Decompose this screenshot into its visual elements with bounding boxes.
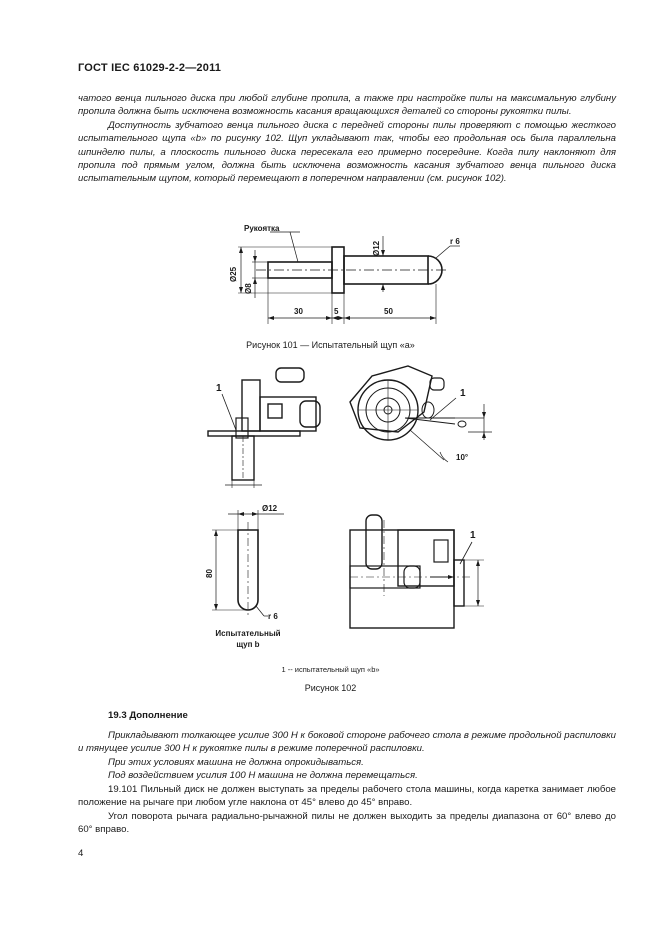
figure-101-drawing (238, 232, 460, 324)
paragraph-19-101: 19.101 Пильный диск не должен выступать за пределы рабочего стола машины, когда каретка занимает любое положение на рычаге при любом угле наклона от 45° влево до 45° вправо. (78, 784, 616, 809)
fig101-dim-d25: Ø25 (229, 266, 238, 282)
fig102-callout-1-side: 1 (216, 383, 222, 394)
fig101-dim-d8: Ø8 (244, 283, 253, 294)
paragraph-no-tipping: При этих условиях машина не должна опрокидываться. (108, 756, 364, 768)
fig102-callout-1-front: 1 (460, 388, 466, 399)
figure-102-caption: Рисунок 102 (304, 683, 357, 693)
fig102-dim-r6: r 6 (268, 612, 278, 621)
figure-102-probe-b (212, 510, 284, 616)
document-header: ГОСТ IEC 61029-2-2—2011 (78, 62, 222, 74)
fig102-dim-80: 80 (205, 569, 214, 578)
paragraph-rotation-limit: Угол поворота рычага радиально-рычажной пилы не должен выходить за пределы диапазона от 60° влево до 60° вправо. (78, 810, 616, 836)
paragraph-forces: Прикладывают толкающее усилие 300 Н к боковой стороне рабочего стола в режиме продольной распиловки и тянущее усилие 300 Н к рукоятке пилы в режиме поперечной распиловки. (78, 730, 616, 755)
page-number: 4 (78, 848, 84, 859)
fig102-probe-label-line1: Испытательный (215, 629, 281, 638)
paragraph-continuation: чатого венца пильного диска при любой глубине пропила, а также при настройке пилы на максимальную глубину пропила должна быть исключена возможность касания вращающихся деталей со стороны рукоятки пилы. (78, 93, 616, 118)
paragraph-no-moving: Под воздействием усилия 100 Н машина не должна перемещаться. (108, 770, 418, 782)
figure-102-top-view (350, 515, 484, 628)
figure-102-front-view (350, 366, 492, 462)
section-19-3-text (78, 729, 616, 783)
section-heading-19-3: 19.3 Дополнение (108, 710, 188, 721)
figure-102-side-view (208, 368, 320, 488)
fig101-handle-label: Рукоятка (244, 224, 280, 233)
fig101-dim-5: 5 (334, 307, 339, 316)
fig102-callout-1-top: 1 (470, 530, 476, 541)
fig101-dim-30: 30 (294, 307, 303, 316)
section-19-101-text (78, 783, 616, 837)
fig102-probe-label-line2: щуп b (236, 640, 260, 649)
fig102-angle-label: 10° (456, 453, 469, 462)
paragraph-front-access-check: Доступность зубчатого венца пильного диска с передней стороны пилы проверяют с помощью жесткого испытательного щупа «b» по рисунку 102. Щуп укладывают так, чтобы его продольная ось была параллельна шпинделю пилы, а плоскость пильного диска пересекала его примерно посередине. Когда пилу наклоняют для пропила под прямым углом, должна быть исключена возможность касания зубчатого венца пильного диска испытательным щупом, который перемещают в поперечном направлении (см. рисунок 102). (78, 119, 616, 185)
fig102-dim-d12: Ø12 (262, 504, 278, 513)
fig101-dim-50: 50 (384, 307, 393, 316)
fig101-dim-r6: r 6 (450, 237, 460, 246)
figure-101-caption: Рисунок 101 — Испытательный щуп «а» (246, 340, 415, 350)
fig101-dim-d12: Ø12 (372, 240, 381, 256)
figure-102-legend: 1 -- испытательный щуп «b» (281, 665, 380, 674)
